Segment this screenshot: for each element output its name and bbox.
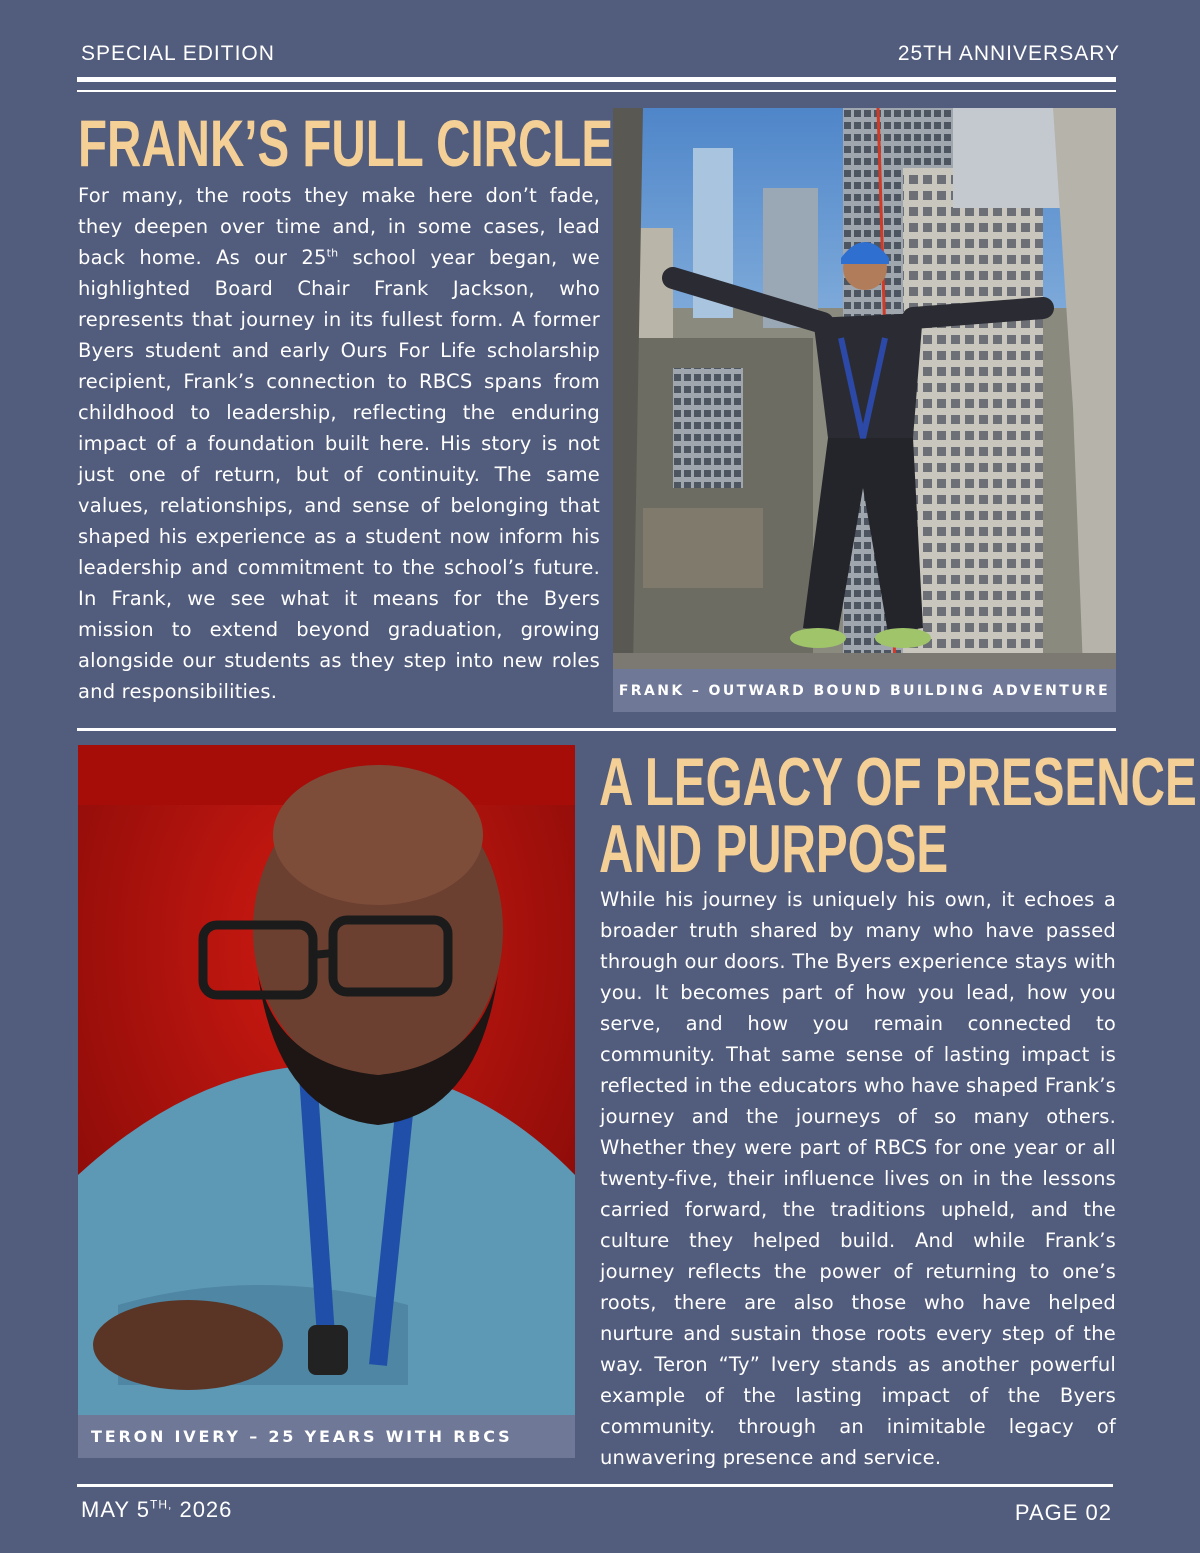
- article1-caption: FRANK – OUTWARD BOUND BUILDING ADVENTURE: [613, 669, 1116, 712]
- frank-rappel-photo: [613, 108, 1116, 669]
- footer-rule: [77, 1484, 1113, 1487]
- article1-title: FRANK’S FULL CIRCLE: [78, 106, 614, 180]
- article1-body: For many, the roots they make here don’t fade, they deepen over time and, in some cases, lead back home. As our 25th school year began, we highlighted Board Chair Frank Jackson, who represents that journey in its fullest form. A former Byers student and early Ours For Life scholarship recipient, Frank’s connection to RBCS spans from childhood to leadership, reflecting the enduring impact of a foundation built here. His story is not just one of return, but of continuity. The same values, relationships, and sense of belonging that shaped his experience as a student now inform his leadership and commitment to the school’s future. In Frank, we see what it means for the Byers mission to extend beyond graduation, growing alongside our students as they step into new roles and responsibilities.: [78, 184, 600, 703]
- footer-date: MAY $5^{TH,}$ 2026: [81, 1497, 233, 1522]
- section-divider: [77, 728, 1116, 731]
- header-rule-thin: [77, 90, 1116, 92]
- article2-title-line2: AND PURPOSE: [599, 811, 949, 887]
- header-left-label: SPECIAL EDITION: [81, 42, 275, 65]
- header-rule-thick: [77, 77, 1116, 82]
- teron-portrait-photo: [78, 745, 575, 1415]
- footer-page-number: PAGE 02: [1014, 1500, 1112, 1525]
- article2-caption: TERON IVERY – 25 YEARS WITH RBCS: [78, 1415, 575, 1458]
- header-right-label: 25TH ANNIVERSARY: [897, 42, 1120, 65]
- article2-body: While his journey is uniquely his own, it echoes a broader truth shared by many who have passed through our doors. The Byers experience stays with you. It becomes part of how you lead, how you serve, and how you remain connected to community. That same sense of lasting impact is reflected in the educators who have shaped Frank’s journey and the journeys of so many others. Whether they were part of RBCS for one year or all twenty-five, their influence lives on in the lessons carried forward, the traditions upheld, and the culture they helped build. And while Frank’s journey reflects the power of returning to one’s roots, there are also those who have helped nurture and sustain those roots every step of the way. Teron “Ty” Ivery stands as another powerful example of the lasting impact of the Byers community. through an inimitable legacy of unwavering presence and service.: [600, 888, 1117, 1469]
- article2-title-line1: A LEGACY OF PRESENCE: [599, 744, 1197, 820]
